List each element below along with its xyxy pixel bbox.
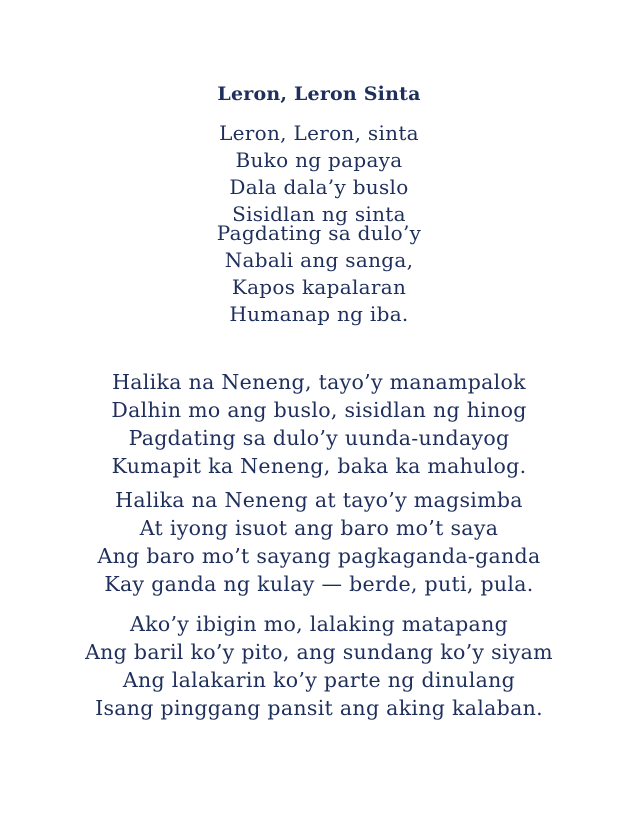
stanza-line: Pagdating sa dulo’y uunda-undayog: [128, 426, 510, 450]
stanza-line: Leron, Leron, sinta: [219, 121, 419, 145]
stanza-line: Kapos kapalaran: [231, 275, 407, 299]
stanza-line: Pagdating sa dulo’y: [216, 221, 422, 245]
stanza-5: [0, 610, 638, 722]
stanza-line: Dalhin mo ang buslo, sisidlan ng hinog: [111, 398, 527, 422]
stanza-line: Buko ng papaya: [235, 148, 403, 172]
stanza-line: Kumapit ka Neneng, baka ka mahulog.: [111, 454, 527, 478]
stanza-line: Isang pinggang pansit ang aking kalaban.: [95, 696, 543, 720]
stanza-line: Kay ganda ng kulay — berde, puti, pula.: [104, 572, 534, 596]
stanza-line: Ang lalakarin ko’y parte ng dinulang: [122, 668, 516, 692]
stanza-3: [0, 368, 638, 480]
stanza-4: [0, 486, 638, 598]
stanza-2: [0, 220, 638, 328]
stanza-line: Ang baril ko’y pito, ang sundang ko’y siyam: [85, 640, 553, 664]
stanza-line: Ang baro mo’t sayang pagkaganda-ganda: [97, 544, 541, 568]
stanza-line: Dala dala’y buslo: [229, 175, 409, 199]
stanza-line: Sisidlan ng sinta: [232, 202, 406, 226]
stanza-1: [0, 120, 638, 228]
stanza-line: Humanap ng iba.: [229, 302, 409, 326]
poem-title: Leron, Leron Sinta: [217, 83, 421, 105]
stanza-line: At iyong isuot ang baro mo’t saya: [139, 516, 499, 540]
stanza-line: Halika na Neneng, tayo’y manampalok: [112, 370, 526, 394]
stanza-line: Ako’y ibigin mo, lalaking matapang: [130, 612, 508, 636]
stanza-line: Nabali ang sanga,: [224, 248, 414, 272]
stanza-line: Halika na Neneng at tayo’y magsimba: [115, 488, 523, 512]
